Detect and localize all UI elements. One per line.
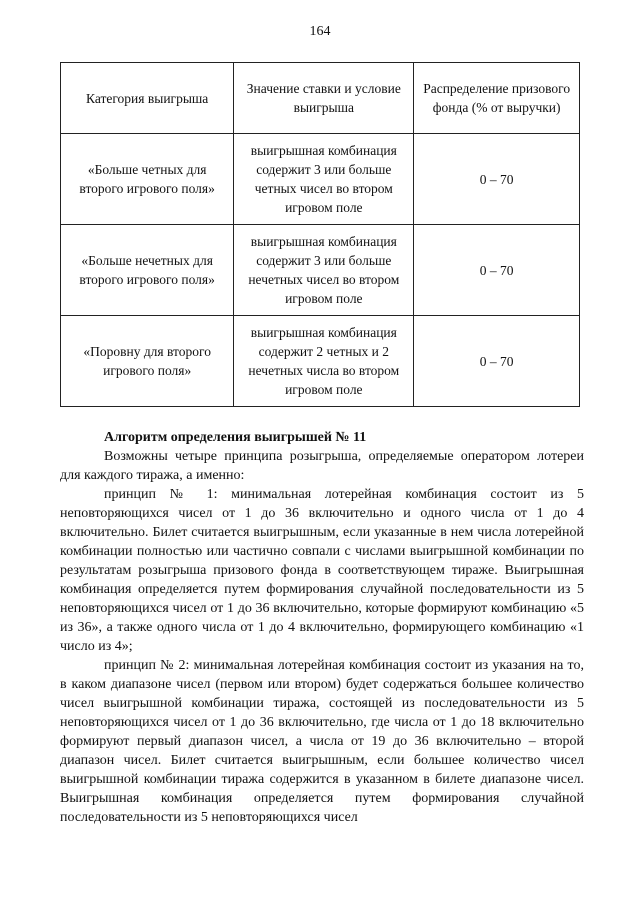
header-condition: Значение ставки и условие выигрыша — [234, 63, 414, 134]
document-body — [60, 428, 584, 827]
header-distribution: Распределение призового фонда (% от выручки) — [414, 63, 580, 134]
cell-category: «Больше нечетных для второго игрового поля» — [61, 225, 234, 316]
cell-distribution: 0 – 70 — [414, 225, 580, 316]
cell-condition: выигрышная комбинация содержит 2 четных и 2 нечетных числа во втором игровом поле — [234, 316, 414, 407]
cell-condition: выигрышная комбинация содержит 3 или больше нечетных чисел во втором игровом поле — [234, 225, 414, 316]
cell-condition: выигрышная комбинация содержит 3 или больше четных чисел во втором игровом поле — [234, 134, 414, 225]
table-header-row — [61, 63, 580, 134]
prize-distribution-table — [60, 62, 580, 407]
cell-category: «Поровну для второго игрового поля» — [61, 316, 234, 407]
page-number: 164 — [309, 24, 331, 39]
cell-category: «Больше четных для второго игрового поля» — [61, 134, 234, 225]
table-row — [61, 316, 580, 407]
header-category: Категория выигрыша — [61, 63, 234, 134]
table-row — [61, 225, 580, 316]
section-heading: Алгоритм определения выигрышей № 11 — [104, 430, 367, 445]
cell-distribution: 0 – 70 — [414, 316, 580, 407]
table-row — [61, 134, 580, 225]
cell-distribution: 0 – 70 — [414, 134, 580, 225]
intro-paragraph: Возможны четыре принципа розыгрыша, определяемые оператором лотереи для каждого тиража, а именно: — [60, 449, 584, 483]
principle-2-paragraph: принцип № 2: минимальная лотерейная комбинация состоит из указания на то, в каком диапазоне чисел (первом или втором) будет содержаться большее количество чисел выигрышной комбинации тиража, состоящей из последовательности из 5 неповторяющихся чисел от 1 до 36 включительно, где числа от 1 до 18 включительно формируют первый диапазон чисел, а числа от 19 до 36 включительно – второй диапазон чисел. Билет считается выигрышным, если большее количество чисел выигрышной комбинации тиража содержится в указанном в билете диапазоне чисел. Выигрышная комбинация определяется путем формирования случайной последовательности из 5 неповторяющихся чисел — [60, 658, 584, 825]
principle-1-paragraph: принцип № 1: минимальная лотерейная комбинация состоит из 5 неповторяющихся чисел от 1 до 36 включительно и одного числа от 1 до 4 включительно. Билет считается выигрышным, если указанные в нем числа лотерейной комбинации полностью или частично совпали с числами выигрышной комбинации по результатам розыгрыша призового фонда в соответствующем тираже. Выигрышная комбинация определяется путем формирования случайной последовательности из 5 неповторяющихся чисел от 1 до 36 включительно, которые формируют комбинацию «5 из 36», а также одного числа от 1 до 4 включительно, формирующего комбинацию «1 число из 4»; — [60, 487, 584, 654]
